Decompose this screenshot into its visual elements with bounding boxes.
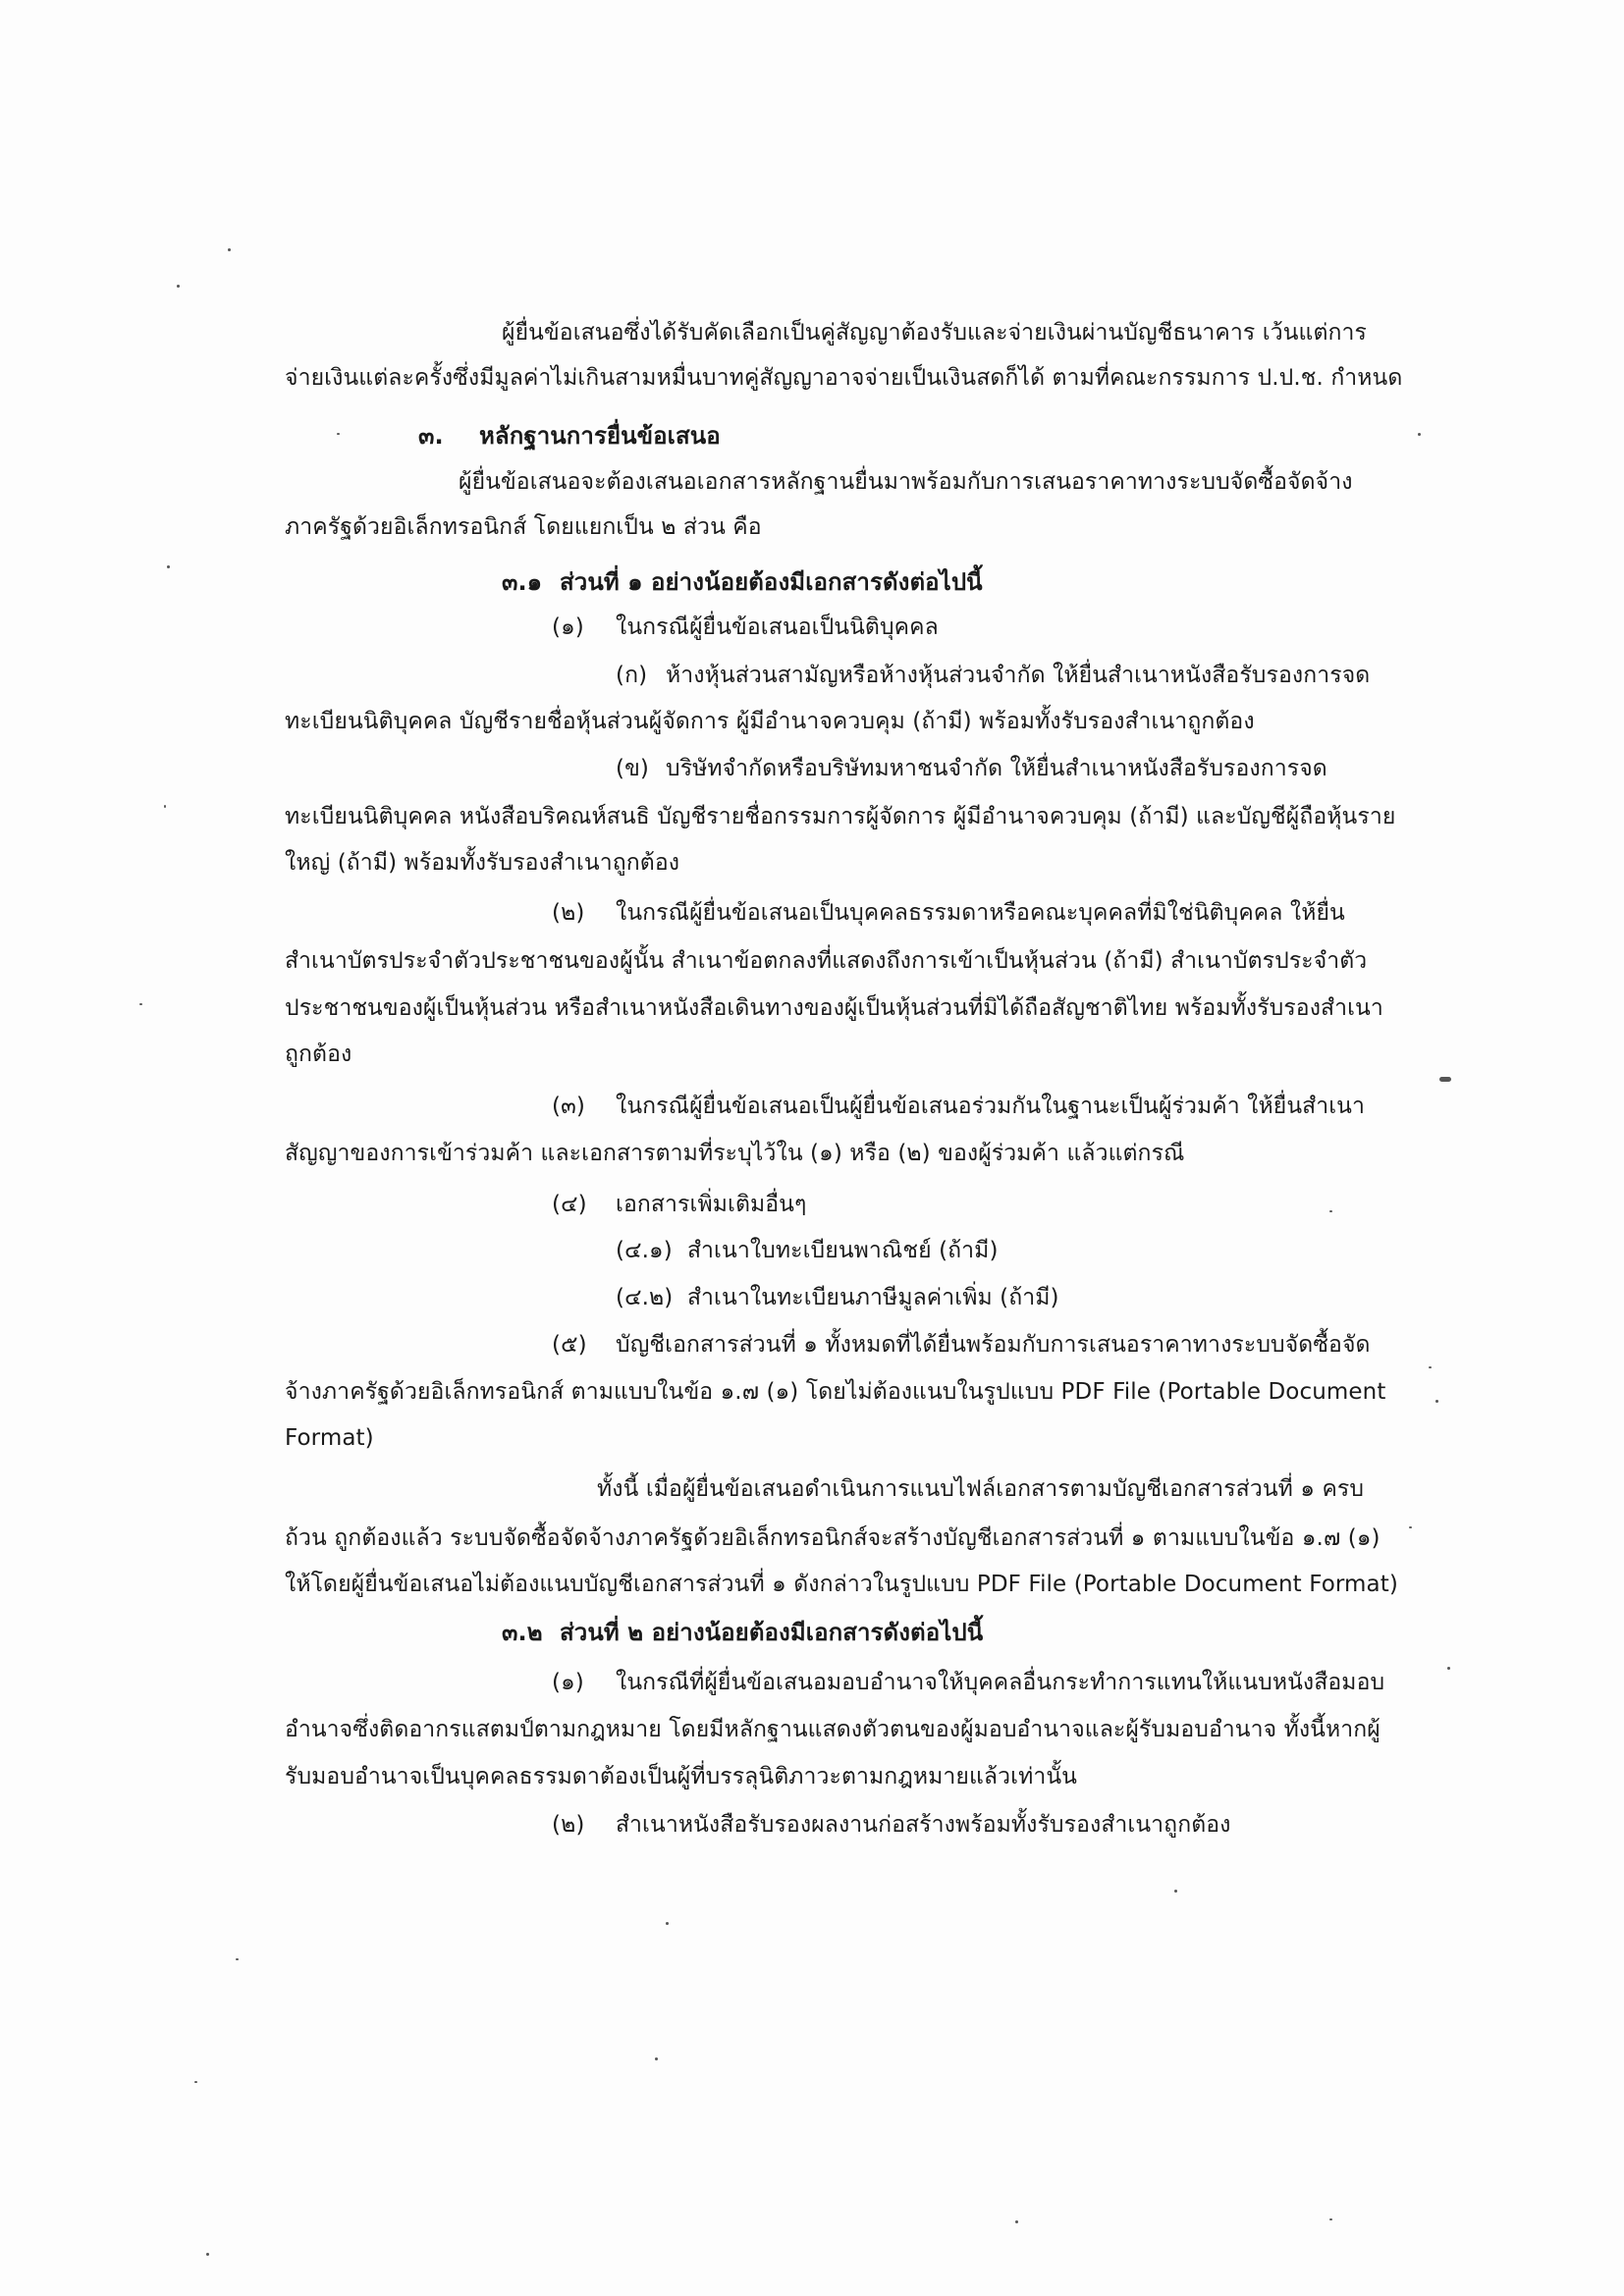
item-4-1-number: (๔.๑) — [616, 1238, 673, 1263]
item-3-1-2-line-3: ประชาชนของผู้เป็นหุ้นส่วน หรือสำเนาหนังสือเดินทางของผู้เป็นหุ้นส่วนที่มิได้ถือสัญชาติไทย พร้อมทั้งรับรองสำเนา — [285, 995, 1383, 1021]
scan-speck — [1174, 1890, 1177, 1893]
item-3-1-2-line-1: ในกรณีผู้ยื่นข้อเสนอเป็นบุคคลธรรมดาหรือคณะบุคคลที่มิใช่นิติบุคคล ให้ยื่น — [616, 900, 1345, 926]
scan-speck — [194, 2081, 197, 2083]
scan-speck — [236, 1958, 239, 1960]
section-3-1-title: ส่วนที่ ๑ อย่างน้อยต้องมีเอกสารดังต่อไปนี้ — [560, 568, 983, 596]
item-3-2-1-line-1: ในกรณีที่ผู้ยื่นข้อเสนอมอบอำนาจให้บุคคลอื่นกระทำการแทนให้แนบหนังสือมอบ — [616, 1670, 1385, 1695]
scan-speck — [1015, 2220, 1018, 2223]
scan-speck — [1329, 2218, 1332, 2220]
item-3-1-2-line-4: ถูกต้อง — [285, 1041, 352, 1067]
item-3-2-1-line-3: รับมอบอำนาจเป็นบุคคลธรรมดาต้องเป็นผู้ที่บรรลุนิติภาวะตามกฎหมายแล้วเท่านั้น — [285, 1764, 1077, 1789]
item-3-1-5-line-1: บัญชีเอกสารส่วนที่ ๑ ทั้งหมดที่ได้ยื่นพร้อมกับการเสนอราคาทางระบบจัดซื้อจัด — [616, 1332, 1371, 1358]
section-3-number: ๓. — [418, 422, 444, 450]
section-3-intro-line-1: ผู้ยื่นข้อเสนอจะต้องเสนอเอกสารหลักฐานยื่นมาพร้อมกับการเสนอราคาทางระบบจัดซื้อจัดจ้าง — [459, 469, 1353, 495]
scan-speck — [177, 285, 180, 288]
scan-speck — [337, 433, 340, 435]
item-3-1-3-line-1: ในกรณีผู้ยื่นข้อเสนอเป็นผู้ยื่นข้อเสนอร่วมกันในฐานะเป็นผู้ร่วมค้า ให้ยื่นสำเนา — [616, 1094, 1366, 1119]
item-a-label: (ก) — [616, 663, 648, 688]
scan-speck — [1435, 1400, 1438, 1403]
item-b-line-2: ทะเบียนนิติบุคคล หนังสือบริคณห์สนธิ บัญชีรายชื่อกรรมการผู้จัดการ ผู้มีอำนาจควบคุม (ถ้ามี) และบัญชีผู้ถือหุ้นราย — [285, 804, 1396, 829]
item-b-line-1: บริษัทจำกัดหรือบริษัทมหาชนจำกัด ให้ยื่นสำเนาหนังสือรับรองการจด — [666, 756, 1327, 781]
scan-speck — [1439, 1077, 1451, 1082]
scan-speck — [206, 2253, 209, 2256]
scan-speck — [1429, 1366, 1432, 1368]
item-3-2-1-number: (๑) — [552, 1670, 584, 1695]
scan-speck — [1409, 1526, 1412, 1528]
item-4-1-text: สำเนาใบทะเบียนพาณิชย์ (ถ้ามี) — [687, 1238, 999, 1263]
item-3-1-4-text: เอกสารเพิ่มเติมอื่นๆ — [616, 1192, 807, 1217]
note-line-1: ทั้งนี้ เมื่อผู้ยื่นข้อเสนอดำเนินการแนบไฟล์เอกสารตามบัญชีเอกสารส่วนที่ ๑ ครบ — [597, 1476, 1365, 1502]
section-3-2-number: ๓.๒ — [502, 1619, 543, 1646]
intro-line-1: ผู้ยื่นข้อเสนอซึ่งได้รับคัดเลือกเป็นคู่สัญญาต้องรับและจ่ายเงินผ่านบัญชีธนาคาร เว้นแต่การ — [502, 320, 1367, 346]
item-3-1-1-number: (๑) — [552, 614, 584, 640]
item-b-line-3: ใหญ่ (ถ้ามี) พร้อมทั้งรับรองสำเนาถูกต้อง — [285, 850, 680, 876]
item-3-1-2-number: (๒) — [552, 900, 585, 926]
scan-speck — [655, 2057, 658, 2060]
item-3-1-2-line-2: สำเนาบัตรประจำตัวประชาชนของผู้นั้น สำเนาข้อตกลงที่แสดงถึงการเข้าเป็นหุ้นส่วน (ถ้ามี) สำเนาบัตรประจำตัว — [285, 948, 1368, 974]
section-3-2-title: ส่วนที่ ๒ อย่างน้อยต้องมีเอกสารดังต่อไปนี้ — [560, 1619, 984, 1646]
scan-speck — [167, 565, 170, 568]
scan-speck — [228, 248, 231, 251]
item-3-1-3-number: (๓) — [552, 1094, 585, 1119]
item-3-2-1-line-2: อำนาจซึ่งติดอากรแสตมป์ตามกฎหมาย โดยมีหลักฐานแสดงตัวตนของผู้มอบอำนาจและผู้รับมอบอำนาจ ทั้งนี้หากผู้ — [285, 1717, 1380, 1742]
item-3-2-2-text: สำเนาหนังสือรับรองผลงานก่อสร้างพร้อมทั้งรับรองสำเนาถูกต้อง — [616, 1812, 1231, 1838]
item-3-1-5-line-3: Format) — [285, 1425, 374, 1451]
item-b-label: (ข) — [616, 756, 649, 781]
section-3-intro-line-2: ภาครัฐด้วยอิเล็กทรอนิกส์ โดยแยกเป็น ๒ ส่วน คือ — [285, 514, 762, 540]
note-line-3: ให้โดยผู้ยื่นข้อเสนอไม่ต้องแนบบัญชีเอกสารส่วนที่ ๑ ดังกล่าวในรูปแบบ PDF File (Portable Document Format) — [285, 1572, 1398, 1597]
scan-speck — [164, 805, 166, 808]
scan-speck — [666, 1922, 669, 1925]
section-3-title: หลักฐานการยื่นข้อเสนอ — [479, 422, 721, 450]
item-3-1-3-line-2: สัญญาของการเข้าร่วมค้า และเอกสารตามที่ระบุไว้ใน (๑) หรือ (๒) ของผู้ร่วมค้า แล้วแต่กรณี — [285, 1141, 1185, 1166]
item-3-1-1-text: ในกรณีผู้ยื่นข้อเสนอเป็นนิติบุคคล — [616, 614, 939, 640]
section-3-1-number: ๓.๑ — [502, 568, 543, 596]
scan-speck — [1329, 1210, 1332, 1212]
intro-line-2: จ่ายเงินแต่ละครั้งซึ่งมีมูลค่าไม่เกินสามหมื่นบาทคู่สัญญาอาจจ่ายเป็นเงินสดก็ได้ ตามที่คณะกรรมการ ป.ป.ช. กำหนด — [285, 365, 1403, 391]
note-line-2: ถ้วน ถูกต้องแล้ว ระบบจัดซื้อจัดจ้างภาครัฐด้วยอิเล็กทรอนิกส์จะสร้างบัญชีเอกสารส่วนที่ ๑ ตามแบบในข้อ ๑.๗ (๑) — [285, 1525, 1380, 1551]
scan-speck — [139, 1003, 142, 1005]
scan-speck — [1418, 433, 1421, 436]
item-4-2-number: (๔.๒) — [616, 1285, 674, 1310]
item-3-2-2-number: (๒) — [552, 1812, 585, 1838]
item-a-line-1: ห้างหุ้นส่วนสามัญหรือห้างหุ้นส่วนจำกัด ให้ยื่นสำเนาหนังสือรับรองการจด — [666, 663, 1371, 688]
item-a-line-2: ทะเบียนนิติบุคคล บัญชีรายชื่อหุ้นส่วนผู้จัดการ ผู้มีอำนาจควบคุม (ถ้ามี) พร้อมทั้งรับรองสำเนาถูกต้อง — [285, 709, 1255, 734]
item-4-2-text: สำเนาในทะเบียนภาษีมูลค่าเพิ่ม (ถ้ามี) — [687, 1285, 1059, 1310]
item-3-1-5-line-2: จ้างภาครัฐด้วยอิเล็กทรอนิกส์ ตามแบบในข้อ ๑.๗ (๑) โดยไม่ต้องแนบในรูปแบบ PDF File (Portable Document — [285, 1379, 1386, 1405]
scan-speck — [1447, 1667, 1450, 1670]
item-3-1-5-number: (๕) — [552, 1332, 587, 1358]
item-3-1-4-number: (๔) — [552, 1192, 587, 1217]
